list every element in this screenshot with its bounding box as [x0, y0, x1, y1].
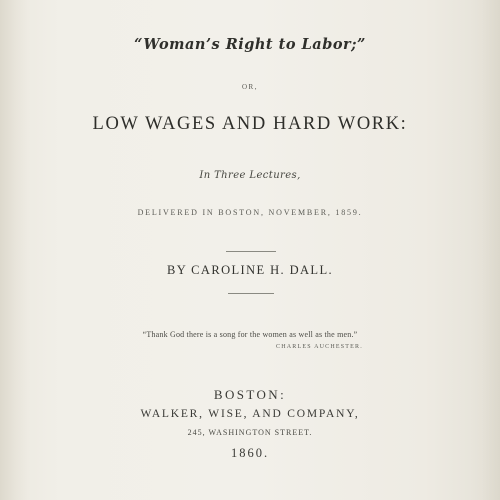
- subtitle: In Three Lectures,: [199, 170, 301, 181]
- book-title: “Woman’s Right to Labor;”: [134, 36, 366, 53]
- publisher: WALKER, WISE, AND COMPANY,: [140, 408, 360, 420]
- divider-top: [226, 251, 276, 252]
- publication-place: BOSTON:: [213, 387, 287, 402]
- main-title: LOW WAGES AND HARD WORK:: [92, 114, 408, 134]
- epigraph: “Thank God there is a song for the women as well as the men.”: [142, 330, 358, 339]
- epigraph-attribution: CHARLES AUCHESTER.: [276, 344, 363, 350]
- author-line: BY CAROLINE H. DALL.: [166, 263, 334, 277]
- divider-bottom: [228, 293, 274, 294]
- page-right-shadow: [470, 0, 500, 500]
- publisher-address: 245, WASHINGTON STREET.: [187, 428, 313, 437]
- publication-year: 1860.: [230, 446, 270, 460]
- delivery-note: DELIVERED IN BOSTON, NOVEMBER, 1859.: [137, 208, 363, 217]
- title-conjunction: OR,: [242, 83, 258, 91]
- page-left-shadow: [0, 0, 28, 500]
